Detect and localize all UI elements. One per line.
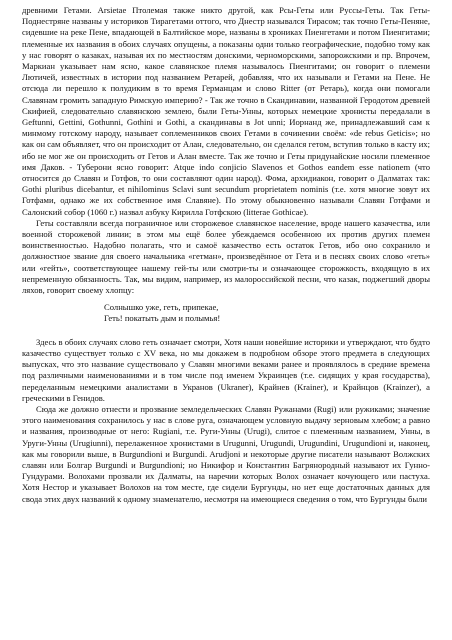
paragraph-geti-names: древними Гетами. Arsietae Птолемая также никто другой, как Рсы-Геты или Руссы-Геты. Так Геты-Поднестряне названы у историков Тирагетами оттого, что Днестр назывался Тирасом; так точно Геты-Пеняне, сидевшие на реке Пене, впадающей в Балтийское море, названы в хрониках Пиенгетами и потом Пиенгитами; племенные их названия в обоих случаях опущены, а показаны одни только географические, подобно тому как у нас говорят о казаках, называя их по местностям донскими, черноморскими, запорожскими и пр. Впрочем, Маркиан указывает нам ясно, какое славянское племя называлось Пиенгитами; он говорит о племени Лютичей, известных в истории под названием Ретарей, добавляя, что их называли и Гетами на Пене. Не отсюда ли перешло к полудиким в то время Германцам и слово Ritter (от Ретарь), когда они помогали Славянам громить западную Римскую империю? - Так же точно в Скандинавии, названной Геродотом древней Скифией, следовательно славянскою землею, были Геты-Унны, которых немецкие хронисты передалали в Geftunni, Gettini, Gothunni, Gothini и Gothi, а скандинавы в Jot unni; Иорнанд же, принадлежавший сам к минмому готскому народу, называет соплеменников своих Гетами в сочинении своём: «de rebus Geticis»; но как он сам объявляет, что он происходит от Алан, следовательно, он сделался гетом, вступив только в касту их; ибо не мог же он происходить от Гетов и Алан вместе. Так же точно и Геты придунайские носили племенное имя Даков. - Туберони ясно говорит: Atque indo conjicio Slavenos et Gothos eandem esse nationem (что относится до Славян и Готфов, то они составляют один народ). Фома, архидиакон, говорит о Далматах так: Gothi pluribus dicebantur, et nihilominus Sclavi sunt secundum proprietatem nominis (т.е. хотя многие зовут их Готфами, однако же их собственное имя Славяне). По этому обыкновенно называли Славян Готфами и Салонский собор (1060 г.) назвал азбуку Кирилла Готфскою (litterae Gothicae).: [22, 5, 430, 217]
paragraph-cossacks-origin: Геты составляли всегда пограничное или сторожевое славянское население, вроде нашего казачества, или военной сторожевой линии; в этом мы ещё более убеждаемся особенною их против других племен воинственностью. Надобно полагать, что и самоё казачество есть остаток Гетов, ибо оно сохранило и должностное звание для своего начальника «гетман», произведённое от Гета и в песнях своих слово «геть» или «гейть», соответствующее нашему гей-ты или смотри-ты и означающее сторожкость, входящую в их непременную обязанность. Так, мы видим, например, из малороссийской песни, что казак, поджегший дворы ляхов, говорит своему хлопцу:: [22, 217, 430, 296]
poem-line-1: Солнышко уже, геть, припекае,: [104, 302, 219, 313]
paragraph-ruzhane: Сюда же должно отнести и прозвание земледельческих Славян Ружанами (Rugi) или ружиками; значение этого наименования сохранилось у нас в слове руга, означающем условную выдачу зерновым хлебом; а равно и названия, производные от него: Rugiani, т.е. Руги-Унны (Urugi), слитое с племенным названием, Унны, в Уруги-Унны (Urugiunni), перелаженное хронистами в Urugunni, Urugundi, Urugundini, Urugundioni и, наконец, как мы говорили выше, в Burgundioni и Burgundi. Arudjoni и некоторые другие писатели называют Волжских славян или Болгар Burgundi и Burgundioni; но Никифор и Константин Багрянородный называют их Гунно-Гундурами. Волохами прозвали их Далматы, на наречии которых Волох означает кочующего или пастуха. Хотя Нестор и указывает Волохов на том месте, где сидели Бургунды, но нет еще достаточных данных для свода этих двух названий к одному знаменателю, несмотря на имеющиеся сведения о том, что Бургунды были: [22, 403, 430, 504]
poem-quote: [104, 302, 430, 324]
spacer: [22, 325, 430, 337]
paragraph-get-meaning: Здесь в обоих случаях слово геть означает смотри, Хотя наши новейшие историки и утверждают, что будто казачество существует только с XV века, но мы докажем в подробном обзоре этого предмета в следующих выпусках, что это название существовало у Славян многими веками ранее и проявлялось в средние времена под различными наименованиями и в том числе под именем Украинцев (т.е. сидящих у края государства), переделанным немецкими аналистами в Укранов (Ukraner), Крайнев (Krainer), и Крайнцов (Krainzer), а греческими в Генидов.: [22, 336, 430, 403]
poem-line-2: Геть! покатыть дым и полымья!: [104, 313, 221, 324]
